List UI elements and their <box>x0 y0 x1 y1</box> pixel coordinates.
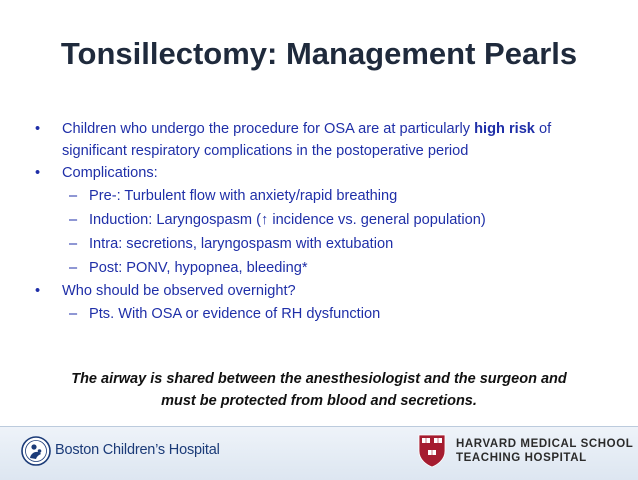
bullet-item <box>0 280 602 302</box>
sub-bullet-item <box>0 208 638 232</box>
sub-bullet-item <box>0 184 638 208</box>
sub-bullet-text: Pre-: Turbulent flow with anxiety/rapid breathing <box>89 188 398 204</box>
hms-line: HARVARD MEDICAL SCHOOL <box>456 438 634 450</box>
sub-bullet-mark: – <box>69 260 78 276</box>
harvard-medical-school-label <box>456 437 633 465</box>
high-risk-emphasis: high risk <box>474 121 535 137</box>
footer-bar <box>0 426 638 480</box>
bullet-item <box>0 162 602 184</box>
sub-bullet-item <box>0 232 638 256</box>
hms-line: TEACHING HOSPITAL <box>456 452 587 464</box>
sub-bullet-text: Intra: secretions, laryngospasm with extubation <box>89 236 394 252</box>
note-line: The airway is shared between the anesthesiologist and the surgeon and <box>71 371 567 387</box>
sub-bullet-mark: – <box>69 236 78 252</box>
bullet-mark: • <box>35 121 41 137</box>
sub-bullet-item <box>0 302 638 326</box>
sub-bullet-text: Post: PONV, hypopnea, bleeding* <box>89 260 308 276</box>
sub-bullet-mark: – <box>69 188 78 204</box>
slide-title: Tonsillectomy: Management Pearls <box>60 36 578 71</box>
bullet-text: of significant respiratory complications in the postoperative period <box>62 121 552 159</box>
bullet-item <box>0 118 602 162</box>
bullet-mark: • <box>35 283 41 299</box>
harvard-shield-icon <box>417 433 447 469</box>
sub-bullet-mark: – <box>69 212 78 228</box>
bullet-list <box>0 118 638 326</box>
sub-bullet-mark: – <box>69 306 78 322</box>
note-line: must be protected from blood and secretions. <box>161 393 477 409</box>
bullet-text: Children who undergo the procedure for OSA are at particularly <box>62 121 475 137</box>
bullet-mark: • <box>35 165 41 181</box>
boston-childrens-logo-icon <box>21 436 51 466</box>
bullet-text: Complications: <box>62 165 158 181</box>
sub-bullet-item <box>0 256 638 280</box>
airway-note <box>0 368 638 412</box>
sub-bullet-text: Pts. With OSA or evidence of RH dysfunction <box>89 306 381 322</box>
bullet-text: Who should be observed overnight? <box>62 283 296 299</box>
boston-childrens-hospital-name: Boston Children’s Hospital <box>55 442 220 458</box>
sub-bullet-text: Induction: Laryngospasm (↑ incidence vs. general population) <box>89 212 486 228</box>
